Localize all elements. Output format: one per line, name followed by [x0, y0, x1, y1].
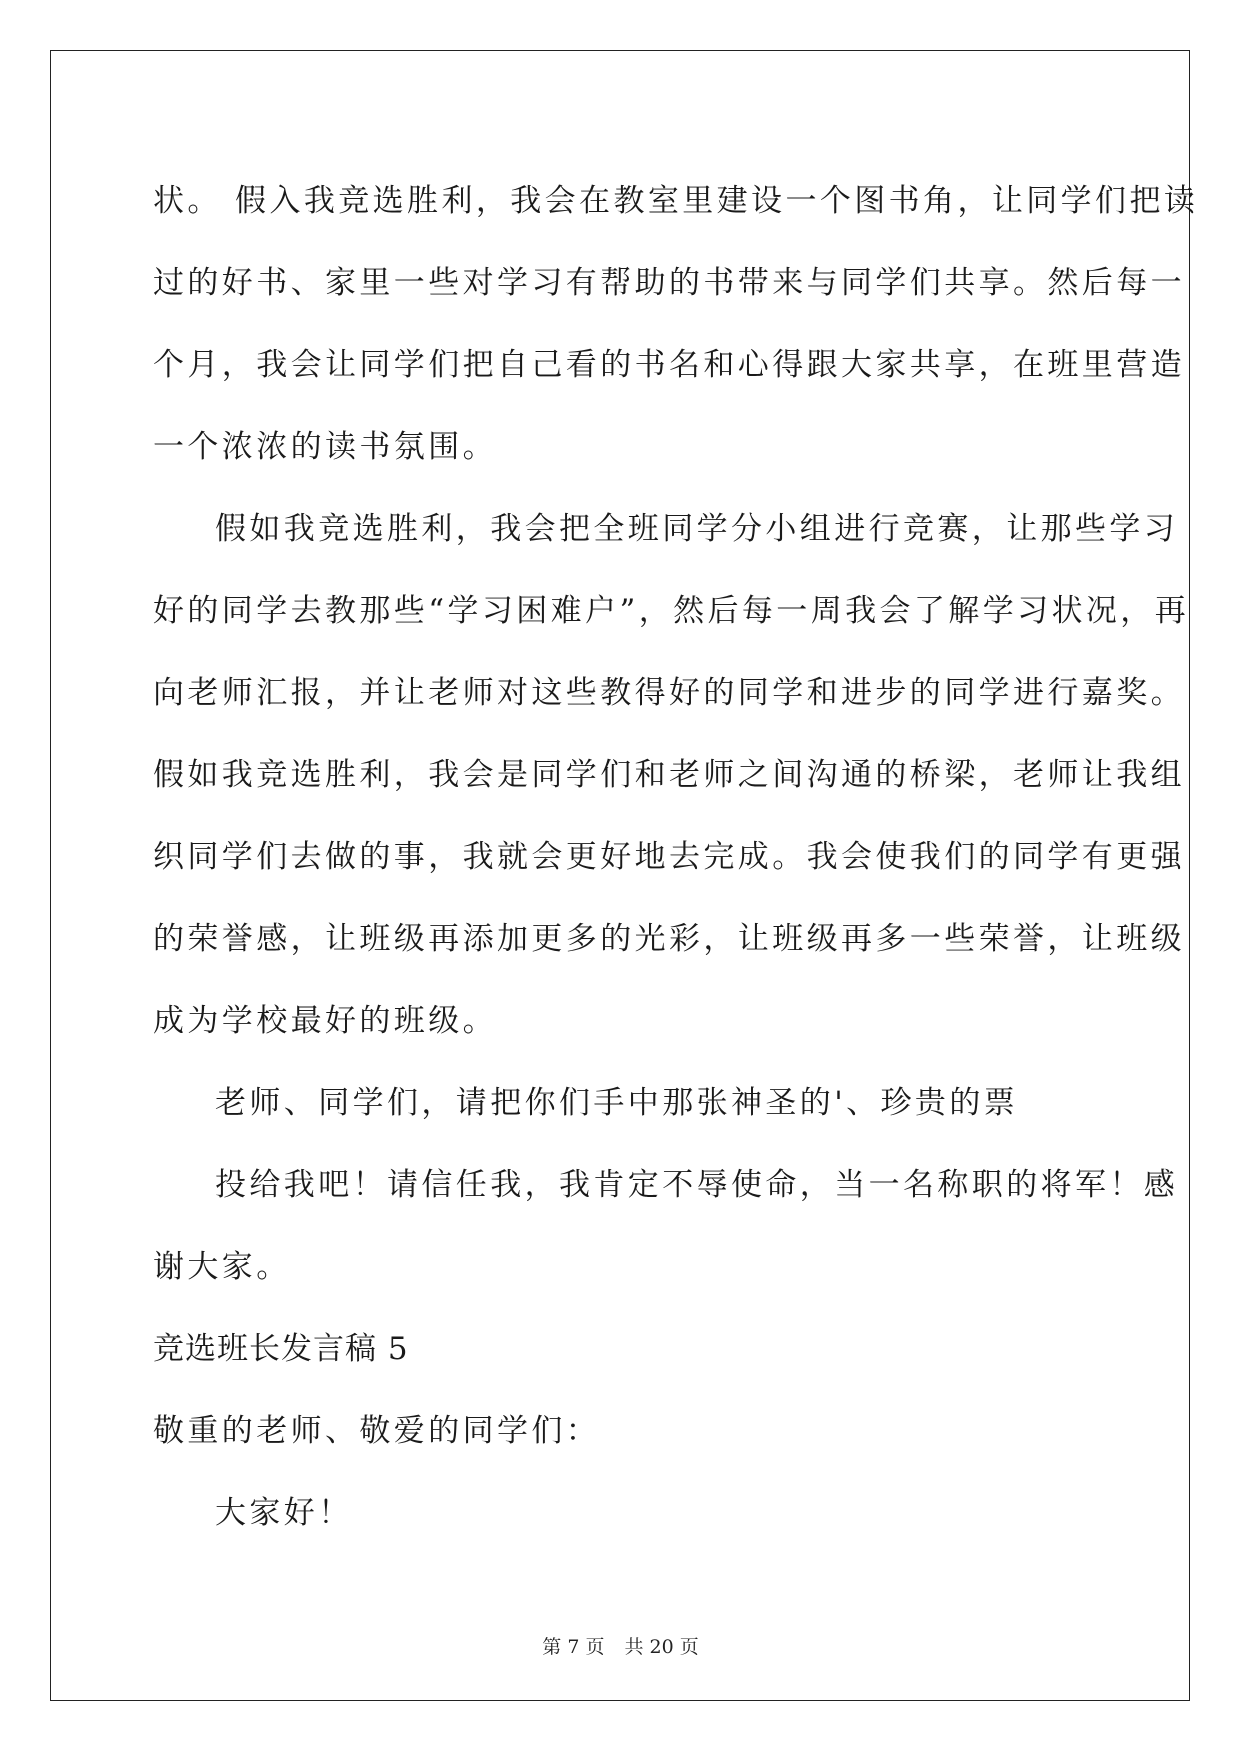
text-line: 成为学校最好的班级。 — [153, 1003, 497, 1039]
page-footer — [0, 1632, 1241, 1659]
section-heading: 竞选班长发言稿 5 — [153, 1331, 409, 1367]
document-body — [153, 160, 1199, 1554]
text-line: 假如我竞选胜利，我会是同学们和老师之间沟通的桥梁，老师让我组 — [153, 757, 1185, 793]
greeting: 大家好！ — [215, 1495, 353, 1531]
text-line: 假如我竞选胜利，我会把全班同学分小组进行竞赛，让那些学习 — [215, 511, 1179, 547]
text-line: 好的同学去教那些“学习困难户”，然后每一周我会了解学习状况，再 — [153, 593, 1190, 629]
text-line: 一个浓浓的读书氛围。 — [153, 429, 497, 465]
text-line: 状。 假入我竞选胜利，我会在教室里建设一个图书角，让同学们把读 — [153, 183, 1199, 219]
text-line: 织同学们去做的事，我就会更好地去完成。我会使我们的同学有更强 — [153, 839, 1185, 875]
text-line: 投给我吧！请信任我，我肯定不辱使命，当一名称职的将军！感 — [215, 1167, 1179, 1203]
page-total: 共 20 页 — [624, 1636, 699, 1658]
text-line: 的荣誉感，让班级再添加更多的光彩，让班级再多一些荣誉，让班级 — [153, 921, 1185, 957]
text-line: 向老师汇报，并让老师对这些教得好的同学和进步的同学进行嘉奖。 — [153, 675, 1185, 711]
text-line: 谢大家。 — [153, 1249, 291, 1285]
salutation: 敬重的老师、敬爱的同学们： — [153, 1413, 601, 1449]
text-line: 老师、同学们，请把你们手中那张神圣的'、珍贵的票 — [215, 1085, 1019, 1121]
page-number: 第 7 页 — [542, 1636, 605, 1658]
text-line: 过的好书、家里一些对学习有帮助的书带来与同学们共享。然后每一 — [153, 265, 1185, 301]
text-line: 个月，我会让同学们把自己看的书名和心得跟大家共享，在班里营造 — [153, 347, 1185, 383]
